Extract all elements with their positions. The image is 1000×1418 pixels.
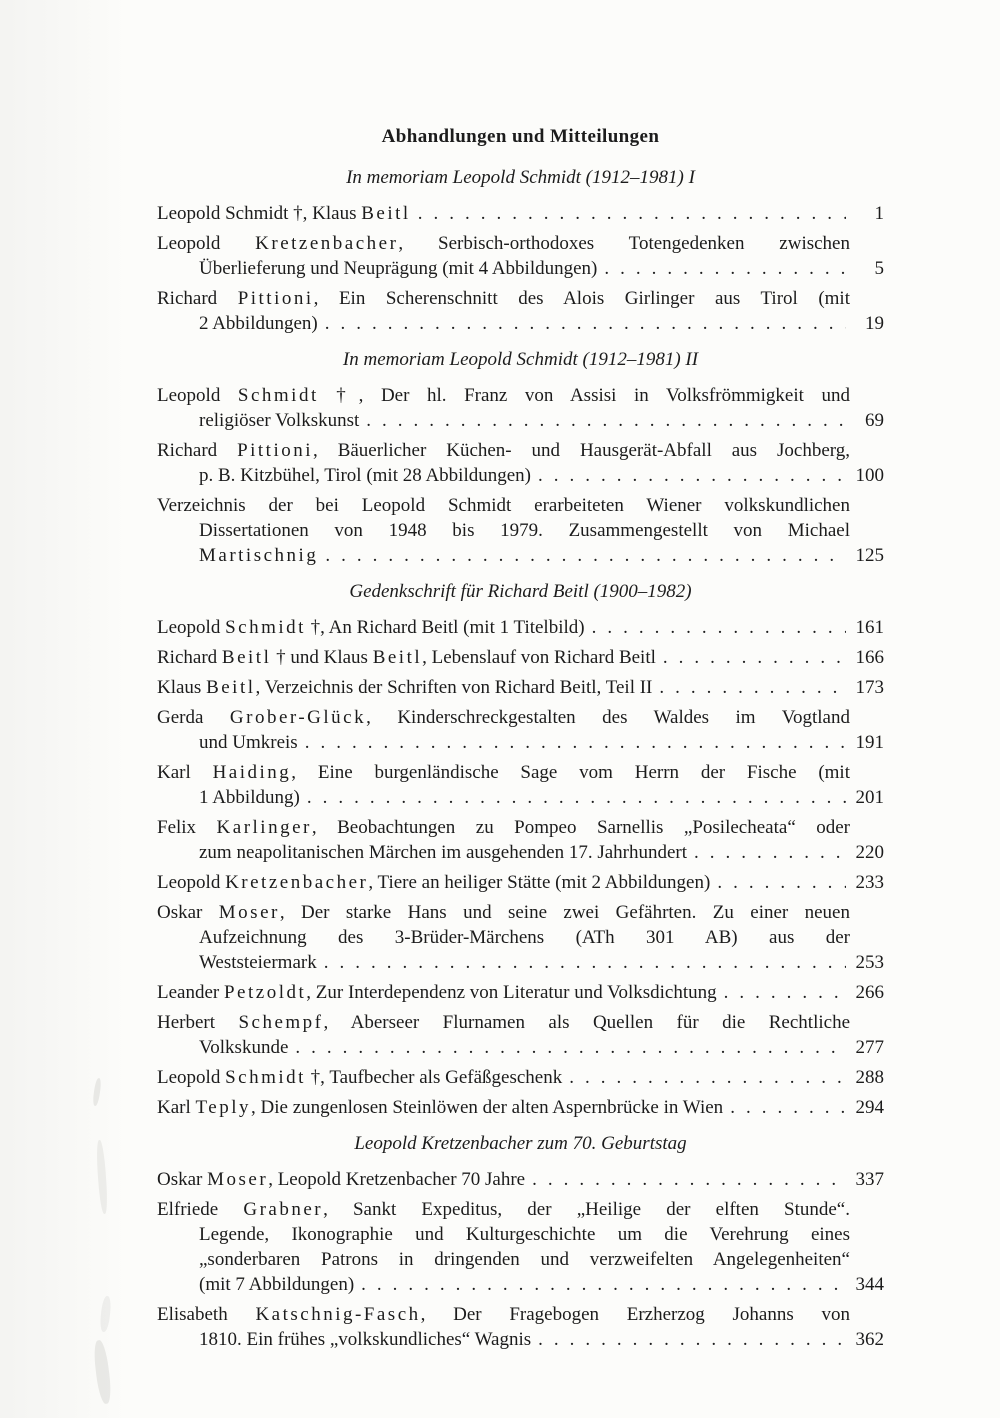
entry-text: Überlieferung und Neuprägung (mit 4 Abbildungen) bbox=[199, 258, 598, 279]
author-name: Teply bbox=[195, 1097, 252, 1118]
page-number: 233 bbox=[855, 872, 884, 893]
entry-line bbox=[157, 730, 884, 755]
entry-text: Oskar Moser, Leopold Kretzenbacher 70 Jahre bbox=[157, 1169, 526, 1190]
toc-entry bbox=[157, 1167, 884, 1192]
entry-line bbox=[157, 1197, 850, 1222]
page-number: 125 bbox=[855, 545, 884, 566]
dot-leader bbox=[532, 1167, 845, 1192]
page-number: 253 bbox=[855, 952, 884, 973]
author-name: Grabner bbox=[243, 1199, 324, 1220]
entry-text: Herbert Schempf, Aberseer Flurnamen als Quellen für die Rechtliche bbox=[157, 1012, 850, 1033]
toc-entry bbox=[157, 231, 884, 281]
dot-leader bbox=[538, 1327, 845, 1352]
dot-leader bbox=[717, 870, 845, 895]
page-number: 220 bbox=[855, 842, 884, 863]
dot-leader bbox=[324, 950, 846, 975]
entry-line bbox=[157, 463, 884, 488]
entry-text: Volkskunde bbox=[199, 1037, 289, 1058]
entry-text: Karl Haiding, Eine burgenländische Sage vom Herrn der Fische (mit bbox=[157, 762, 850, 783]
entry-text: Richard Beitl † und Klaus Beitl, Lebenslauf von Richard Beitl bbox=[157, 647, 656, 668]
entry-line bbox=[157, 286, 850, 311]
entry-line bbox=[157, 543, 884, 568]
entry-line bbox=[157, 1035, 884, 1060]
entry-line bbox=[157, 785, 884, 810]
entry-text: 1810. Ein frühes „volkskundliches“ Wagnis bbox=[199, 1329, 532, 1350]
entry-line bbox=[157, 1010, 850, 1035]
entry-text: „sonderbaren Patrons in dringenden und verzweifelten Angelegenheiten“ bbox=[199, 1249, 850, 1270]
page-number: 166 bbox=[855, 647, 884, 668]
dot-leader bbox=[730, 1095, 845, 1120]
toc-entry bbox=[157, 645, 884, 670]
author-name: Haiding bbox=[212, 762, 292, 783]
author-name: Schmidt bbox=[237, 385, 319, 406]
entry-line bbox=[157, 311, 884, 336]
toc-entry bbox=[157, 1065, 884, 1090]
dot-leader bbox=[305, 730, 846, 755]
entry-text: Oskar Moser, Der starke Hans und seine zwei Gefährten. Zu einer neuen bbox=[157, 902, 850, 923]
dot-leader bbox=[418, 201, 846, 226]
author-name: Grober-Glück bbox=[229, 707, 367, 728]
author-name: Katschnig-Fasch bbox=[255, 1304, 421, 1325]
toc-entry bbox=[157, 493, 884, 568]
entry-line bbox=[157, 383, 850, 408]
page-number: 337 bbox=[855, 1169, 884, 1190]
author-name: Schmidt bbox=[225, 617, 306, 638]
toc-entry bbox=[157, 900, 884, 975]
entry-line bbox=[157, 518, 850, 543]
entry-line bbox=[157, 438, 850, 463]
author-name: Schmidt bbox=[225, 1067, 306, 1088]
entry-text: Aufzeichnung des 3-Brüder-Märchens (ATh 301 AB) aus der bbox=[199, 927, 850, 948]
entry-text: Verzeichnis der bei Leopold Schmidt erarbeiteten Wiener volkskundlichen bbox=[157, 495, 850, 516]
author-name: Karlinger bbox=[216, 817, 312, 838]
entry-line bbox=[157, 615, 884, 640]
dot-leader bbox=[663, 645, 846, 670]
entry-text: Leopold Kretzenbacher, Serbisch-orthodoxes Totengedenken zwischen bbox=[157, 233, 850, 254]
author-name: Martischnig bbox=[199, 545, 319, 566]
page-number: 100 bbox=[855, 465, 884, 486]
page-number: 19 bbox=[865, 313, 884, 334]
toc-entry bbox=[157, 1010, 884, 1060]
entry-line bbox=[157, 201, 884, 226]
entry-text: Elfriede Grabner, Sankt Expeditus, der „Heilige der elften Stunde“. bbox=[157, 1199, 850, 1220]
toc-section bbox=[157, 347, 884, 568]
toc-entry bbox=[157, 615, 884, 640]
toc-entry bbox=[157, 675, 884, 700]
author-name: Moser bbox=[218, 902, 280, 923]
page-number: 344 bbox=[855, 1274, 884, 1295]
entry-line bbox=[157, 675, 884, 700]
entry-line bbox=[157, 815, 850, 840]
entry-text: Leopold Schmidt †, Klaus Beitl bbox=[157, 203, 411, 224]
page-number: 201 bbox=[855, 787, 884, 808]
toc-sections bbox=[157, 165, 884, 1352]
entry-text: Karl Teply, Die zungenlosen Steinlöwen der alten Aspernbrücke in Wien bbox=[157, 1097, 724, 1118]
entry-text: Leopold Schmidt †, An Richard Beitl (mit 1 Titelbild) bbox=[157, 617, 585, 638]
page-number: 277 bbox=[855, 1037, 884, 1058]
dot-leader bbox=[724, 980, 846, 1005]
entry-line bbox=[157, 645, 884, 670]
entry-text: Gerda Grober-Glück, Kinderschreckgestalten des Waldes im Vogtland bbox=[157, 707, 850, 728]
entry-text: Richard Pittioni, Ein Scherenschnitt des Alois Girlinger aus Tirol (mit bbox=[157, 288, 850, 309]
section-heading: Leopold Kretzenbacher zum 70. Geburtstag bbox=[354, 1133, 687, 1154]
dot-leader bbox=[538, 463, 846, 488]
page-number: 69 bbox=[865, 410, 884, 431]
toc-entry bbox=[157, 1302, 884, 1352]
dot-leader bbox=[295, 1035, 845, 1060]
page-number: 161 bbox=[855, 617, 884, 638]
entry-line bbox=[157, 1272, 884, 1297]
entry-line bbox=[157, 1222, 850, 1247]
entry-line bbox=[157, 760, 850, 785]
entry-text: Leopold Kretzenbacher, Tiere an heiliger Stätte (mit 2 Abbildungen) bbox=[157, 872, 711, 893]
entry-line bbox=[157, 256, 884, 281]
author-name: Pittioni bbox=[237, 288, 314, 309]
author-name: Schempf bbox=[238, 1012, 324, 1033]
author-name: Beitl bbox=[206, 677, 256, 698]
entry-line bbox=[157, 231, 850, 256]
toc-entry bbox=[157, 201, 884, 226]
author-name: Kretzenbacher bbox=[255, 233, 399, 254]
entry-line bbox=[157, 1302, 850, 1327]
dot-leader bbox=[325, 311, 846, 336]
toc-entry bbox=[157, 1095, 884, 1120]
toc-section bbox=[157, 165, 884, 336]
entry-text: Richard Pittioni, Bäuerlicher Küchen- und Hausgerät-Abfall aus Jochberg, bbox=[157, 440, 850, 461]
page-number: 173 bbox=[855, 677, 884, 698]
entry-text: und Umkreis bbox=[199, 732, 298, 753]
entry-line bbox=[157, 705, 850, 730]
entry-line bbox=[157, 900, 850, 925]
entry-text: 2 Abbildungen) bbox=[199, 313, 318, 334]
toc-entry bbox=[157, 705, 884, 755]
entry-text: Felix Karlinger, Beobachtungen zu Pompeo Sarnellis „Posilecheata“ oder bbox=[157, 817, 850, 838]
page-number: 288 bbox=[855, 1067, 884, 1088]
entry-line bbox=[157, 870, 884, 895]
entry-text: 1 Abbildung) bbox=[199, 787, 300, 808]
toc-entry bbox=[157, 980, 884, 1005]
entry-text: p. B. Kitzbühel, Tirol (mit 28 Abbildungen) bbox=[199, 465, 531, 486]
page-number: 266 bbox=[855, 982, 884, 1003]
entry-line bbox=[157, 1167, 884, 1192]
entry-text bbox=[199, 543, 318, 568]
dot-leader bbox=[604, 256, 846, 281]
author-name: Beitl bbox=[221, 647, 272, 668]
entry-text: Dissertationen von 1948 bis 1979. Zusammengestellt von Michael bbox=[199, 520, 850, 541]
entry-text: zum neapolitanischen Märchen im ausgehenden 17. Jahrhundert bbox=[199, 842, 688, 863]
toc-entry bbox=[157, 815, 884, 865]
entry-line bbox=[157, 1095, 884, 1120]
entry-line bbox=[157, 408, 884, 433]
entry-line bbox=[157, 840, 884, 865]
dot-leader bbox=[694, 840, 845, 865]
page-number: 362 bbox=[855, 1329, 884, 1350]
author-name: Beitl bbox=[361, 203, 411, 224]
entry-text: Elisabeth Katschnig-Fasch, Der Fragebogen Erzherzog Johanns von bbox=[157, 1304, 850, 1325]
entry-text: Leopold Schmidt †, Taufbecher als Gefäßgeschenk bbox=[157, 1067, 563, 1088]
page-number: 294 bbox=[855, 1097, 884, 1118]
entry-line bbox=[157, 980, 884, 1005]
dot-leader bbox=[592, 615, 846, 640]
page-number: 5 bbox=[874, 258, 884, 279]
author-name: Petzoldt bbox=[223, 982, 307, 1003]
entry-text: (mit 7 Abbildungen) bbox=[199, 1274, 355, 1295]
author-name: Beitl bbox=[372, 647, 423, 668]
section-heading: In memoriam Leopold Schmidt (1912–1981) II bbox=[342, 349, 699, 370]
page-number: 1 bbox=[874, 203, 884, 224]
author-name: Kretzenbacher bbox=[225, 872, 369, 893]
entry-line bbox=[157, 925, 850, 950]
author-name: Moser bbox=[207, 1169, 269, 1190]
author-name: Pittioni bbox=[237, 440, 314, 461]
dot-leader bbox=[361, 1272, 845, 1297]
section-heading: Gedenkschrift für Richard Beitl (1900–1982) bbox=[349, 581, 692, 602]
entry-text: Weststeiermark bbox=[199, 952, 317, 973]
toc-section bbox=[157, 1131, 884, 1352]
entry-text: Leander Petzoldt, Zur Interdependenz von Literatur und Volksdichtung bbox=[157, 982, 717, 1003]
dot-leader bbox=[325, 543, 845, 568]
entry-text: religiöser Volkskunst bbox=[199, 410, 360, 431]
dot-leader bbox=[366, 408, 846, 433]
entry-line bbox=[157, 1247, 850, 1272]
entry-line bbox=[157, 1327, 884, 1352]
dot-leader bbox=[307, 785, 846, 810]
page-number: 191 bbox=[855, 732, 884, 753]
entry-line bbox=[157, 493, 850, 518]
toc-entry bbox=[157, 760, 884, 810]
toc-entry bbox=[157, 870, 884, 895]
toc-section bbox=[157, 579, 884, 1120]
dot-leader bbox=[569, 1065, 845, 1090]
entry-text: Leopold Schmidt †, Der hl. Franz von Assisi in Volksfrömmigkeit und bbox=[157, 385, 850, 406]
toc-entry bbox=[157, 383, 884, 433]
toc-entry bbox=[157, 286, 884, 336]
dot-leader bbox=[659, 675, 845, 700]
entry-line bbox=[157, 1065, 884, 1090]
section-heading: In memoriam Leopold Schmidt (1912–1981) I bbox=[346, 167, 695, 188]
page-title: Abhandlungen und Mitteilungen bbox=[381, 126, 660, 147]
entry-line bbox=[157, 950, 884, 975]
entry-text: Klaus Beitl, Verzeichnis der Schriften von Richard Beitl, Teil II bbox=[157, 677, 653, 698]
toc-entry bbox=[157, 1197, 884, 1297]
toc-entry bbox=[157, 438, 884, 488]
entry-text: Legende, Ikonographie und Kulturgeschichte um die Verehrung eines bbox=[199, 1224, 850, 1245]
